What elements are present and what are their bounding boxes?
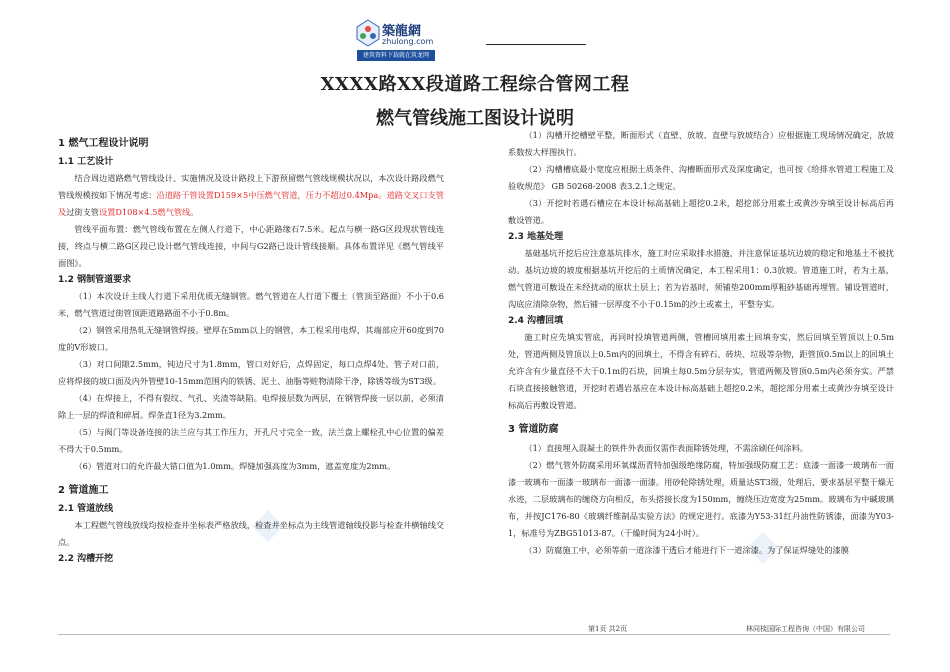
paragraph: 施工时应先填实管底，再同时投填管道两侧，管槽回填用素土回填夯实，然后回填至管顶以上0.5m处，管道两侧及管顶以上0.5m内的回填土，不得含有碎石、砖块、垃圾等杂物，距管顶0.5m以上的回填土允许含有少量直径不大于0.1m的石块，回填土每0.5m分层夯实，管道两侧及管顶0.5m内必须夯实。严禁石块直接接触管道，开挖时若遇岩基应在本设计标高基础上超挖0.2米，超挖部分用素土或黄沙夯填至设计标高后再敷设管道。 [508,332,894,410]
paragraph: （5）与阀门等设备连接的法兰应与其工作压力，开孔尺寸完全一致，法兰盘上螺栓孔中心位置的偏差不得大于0.5mm。 [58,427,444,454]
header-rule [486,44,586,45]
paragraph: 本工程燃气管线放线均按检查井坐标表严格放线，检查井坐标点为主线管道轴线投影与检查井横轴线交点。 [58,520,444,547]
company-name: 林同棪国际工程咨询（中国）有限公司 [746,625,865,633]
subsection-heading: 1.2 钢制管道要求 [58,275,132,285]
logo-brand: 築龍網 [382,24,422,39]
left-column [58,134,444,567]
paragraph: 结合周边道路燃气管线设计、实施情况及设计路段上下游预留燃气管线规模状况以，本次设计路段燃气管线规模按如下情况考虑：沿道路干管设置D159×5中压燃气管道，压力不超过0.4Mpa。道路交叉口支管及过街支管设置D108×4.5燃气管线。 [58,173,444,217]
subsection-heading: 2.1 管道放线 [58,504,114,514]
section-heading: 2 管道施工 [58,485,109,496]
subsection-heading: 1.1 工艺设计 [58,157,114,167]
subsection-heading: 2.3 地基处理 [508,232,564,242]
paragraph: （4）在焊接上，不得有裂纹、气孔、夹渣等缺陷。电焊接层数为两层，在钢管焊接一层以前，必须清除上一层的焊渣和碎屑。焊条直1径为3.2mm。 [58,393,444,420]
page-number: 第1页 共2页 [588,625,628,633]
logo-domain: zhulong.com [382,37,434,46]
section-heading: 3 管道防腐 [508,424,559,435]
paragraph: （3）对口间隙2.5mm，钝边尺寸为1.8mm，管口对好后，点焊固定，每口点焊4处。管子对口前，应将焊接的坡口面及内外管壁10-15mm范围内的铁锈、泥土、油脂等赃物清除干净，除锈等级为ST3级。 [58,359,444,386]
subsection-heading: 2.4 沟槽回填 [508,316,564,326]
document-title: XXXX路XX段道路工程综合管网工程 [320,74,630,95]
paragraph: （3）防腐施工中，必须等前一道涂漆干透后才能进行下一道涂漆。为了保证焊缝处的漆膜 [524,545,849,555]
right-column [508,127,894,559]
paragraph: （6）管道对口的允许最大错口值为1.0mm。焊缝加强高度为3mm，遮盖宽度为2mm。 [74,461,396,471]
paragraph: （2）钢管采用热轧无缝钢管焊接。壁厚在5mm以上的钢管，本工程采用电焊，其端部应开60度到70度的V形坡口。 [58,325,444,352]
document-subtitle: 燃气管线施工图设计说明 [376,108,574,129]
footer-rule [58,634,890,635]
logo-icon [356,19,380,47]
subsection-heading: 2.2 沟槽开挖 [58,554,114,564]
paragraph: （1）直接埋入混凝土的铁件外表面仅需作表面除锈处理，不需涂刷任何涂料。 [524,443,808,453]
paragraph: （2）燃气管外防腐采用环氧煤沥青特加强级绝缘防腐，特加强级防腐工艺：底漆一面漆一玻璃布一面漆一玻璃布一面漆一玻璃布一面漆一面漆。用砂轮除锈处理，质量达ST3级，处理后，要求基层平整干燥无水迹，二层玻璃布的缠绕方向相反，布头搭接长度为150mm，缠绕压边宽度为25mm。玻璃布为中碱玻璃布，并按JC176-80《玻璃纤维制品实验方法》的规定进行。底漆为Y53-31红丹油性防锈漆，面漆为Y03-1，标准号为ZBG51013-87。（干燥时间为24小时）。 [508,460,894,538]
paragraph: 管线平面布置：燃气管线布置在左侧人行道下，中心距路缘石7.5米。起点与横一路G区段现状管线连接，终点与横二路G区段已设计燃气管线连接，中间与G2路已设计管线接顺。具体布置详见《燃气管线平面图》。 [58,224,444,268]
paragraph: （1）本次设计主线人行道下采用优质无缝钢管。燃气管道在人行道下覆土（管顶至路面）不小于0.6米，燃气管道过街管顶距道路路面不小于0.8m。 [58,291,444,318]
paragraph: （1）沟槽开挖槽壁平整，断面形式（直壁、放坡、直壁与放坡结合）应根据施工现场情况确定，放坡系数按大样图执行。 [508,130,894,157]
paragraph: （3）开挖时若遇石槽应在本设计标高基础上超挖0.2米，超挖部分用素土或黄沙夯填至设计标高后再敷设管道。 [508,198,894,225]
section-heading: 1 燃气工程设计说明 [58,138,149,149]
logo-slogan: 建筑资料下载就在筑龙网 [357,50,435,61]
paragraph: （2）沟槽槽底最小宽度应根据土质条件、沟槽断面形式及深度确定，也可按《给排水管道工程施工及验收规范》 GB 50268-2008 表3.2.1之规定。 [508,164,894,191]
paragraph: 基础基坑开挖后应注意基坑排水，施工时应采取排水措施，并注意保证基坑边坡的稳定和地基土不被扰动。基坑边坡的坡度根据基坑开挖后的土质情况确定，本工程采用1：0.3放坡。管道施工时，若为土基，燃气管道可敷设在未经扰动的原状土层上；若为岩基时，须铺垫200mm厚粗砂基础再埋管。铺设管道时，沟底应清除杂物，然后铺一层厚度不小于0.15m的沙土或素土，平整夯实。 [508,248,894,309]
